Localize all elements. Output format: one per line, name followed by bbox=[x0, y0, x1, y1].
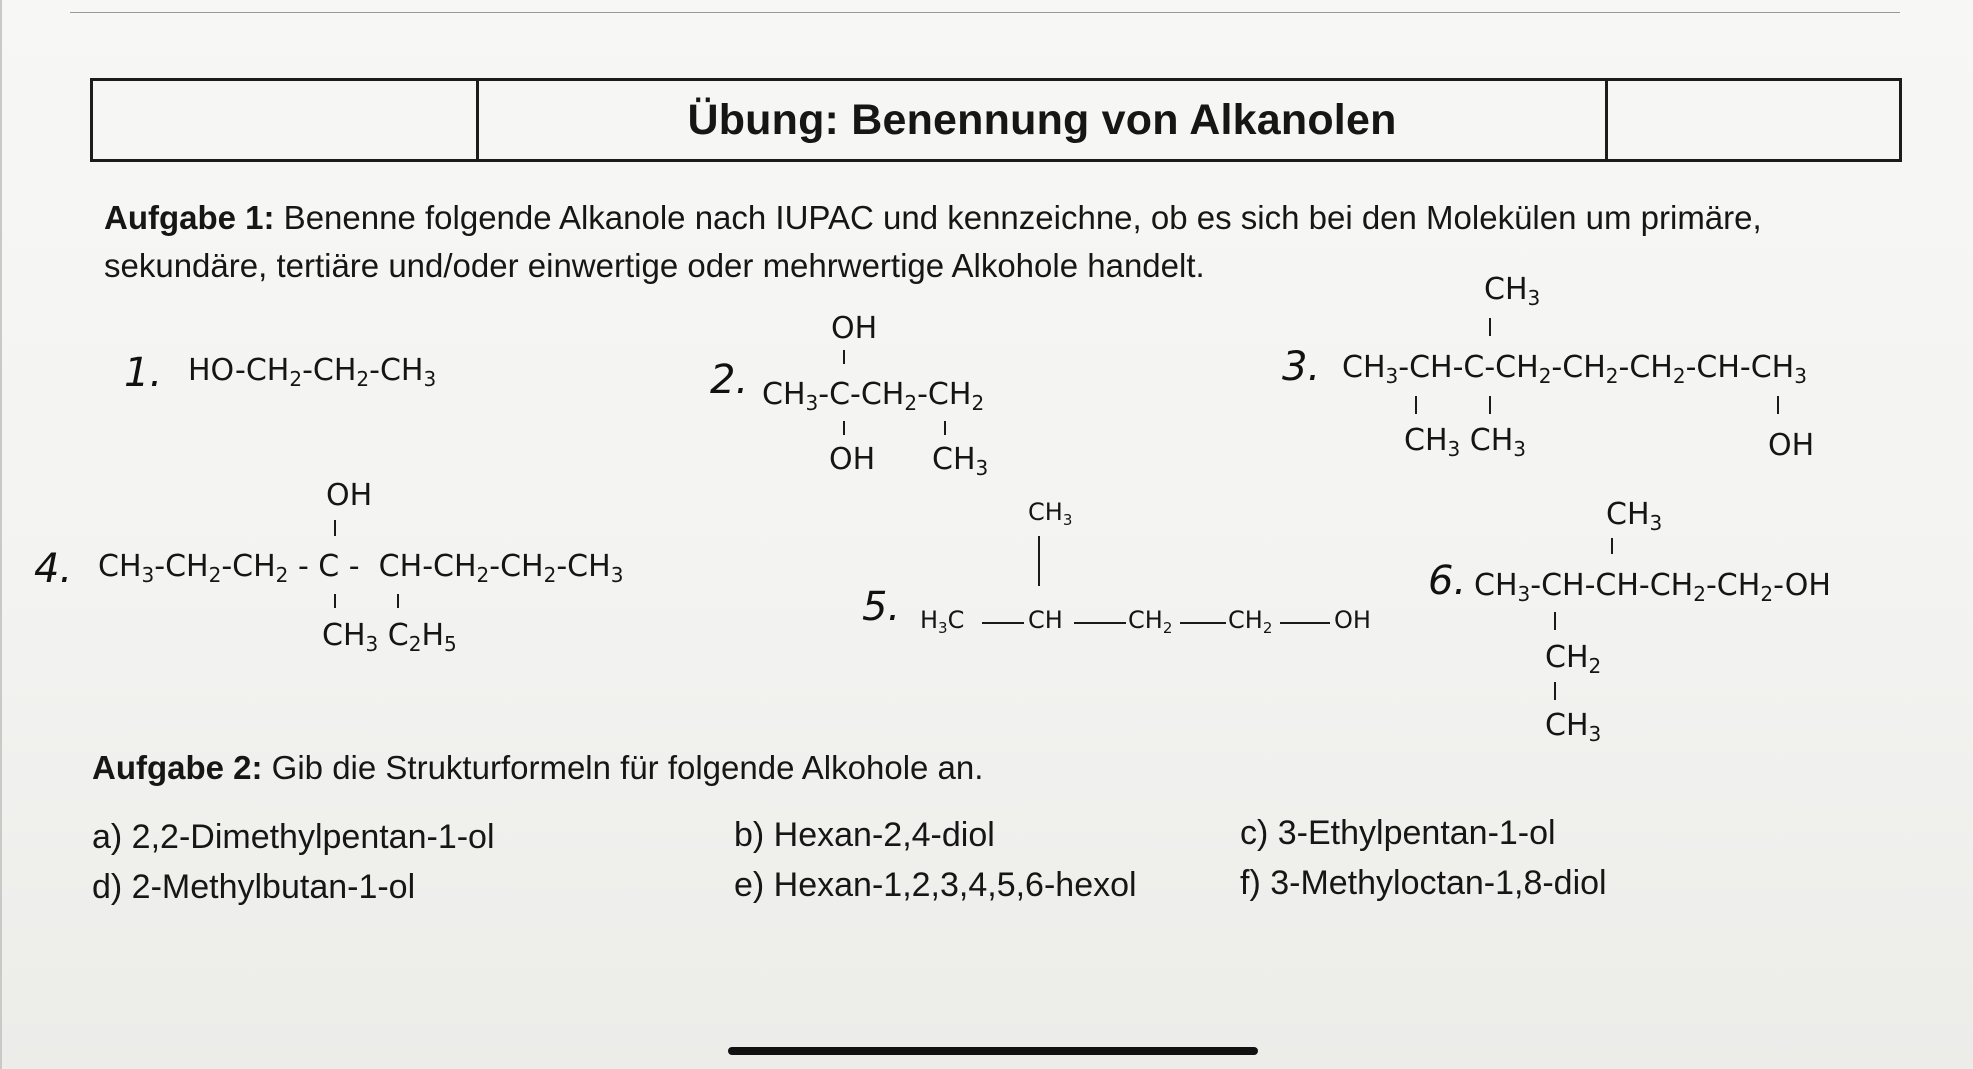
bond bbox=[843, 421, 845, 435]
page-edge bbox=[0, 0, 2, 1069]
header-table bbox=[90, 78, 1902, 162]
bond bbox=[397, 594, 399, 608]
molecule-5-carbon-4: $CH_2$ bbox=[1228, 606, 1273, 637]
bond bbox=[1554, 612, 1556, 630]
task-1-text: Benenne folgende Alkanole nach IUPAC und kennzeichne, ob es sich bei den Molekülen um primäre, sekundäre, tertiäre und/oder einwertige oder mehrwertige Alkohole handelt. bbox=[104, 199, 1762, 284]
bond bbox=[1180, 622, 1226, 624]
bond bbox=[1489, 396, 1491, 414]
task-2-text: Gib die Strukturformeln für folgende Alkohole an. bbox=[262, 749, 984, 786]
bond bbox=[1554, 682, 1556, 700]
bond bbox=[334, 594, 336, 608]
molecule-3-top-group: $CH_3$ bbox=[1484, 272, 1541, 310]
molecule-4-number: 4. bbox=[34, 546, 73, 592]
exercise-item-c: c) 3-Ethylpentan-1-ol bbox=[1240, 814, 1556, 852]
page-title: Übung: Benennung von Alkanolen bbox=[687, 95, 1397, 144]
exercise-item-b: b) Hexan-2,4-diol bbox=[734, 816, 995, 854]
molecule-3-number: 3. bbox=[1282, 344, 1321, 390]
molecule-6-formula: $CH_3-CH-CH-CH_2-CH_2-OH$ bbox=[1474, 568, 1831, 606]
molecule-3-bottom-left-groups: $CH_3$ $CH_3$ bbox=[1404, 423, 1527, 461]
bond bbox=[944, 421, 946, 435]
exercise-item-a: a) 2,2-Dimethylpentan-1-ol bbox=[92, 818, 495, 856]
home-indicator-bar[interactable] bbox=[728, 1047, 1258, 1055]
molecule-1-number: 1. bbox=[124, 350, 163, 396]
molecule-2-bottom-left-group: OH bbox=[829, 442, 876, 477]
molecule-5-carbon-3: $CH_2$ bbox=[1128, 606, 1173, 637]
molecule-2-number: 2. bbox=[710, 357, 749, 403]
molecule-1-formula: $HO-CH_2-CH_2-CH_3$ bbox=[188, 353, 437, 391]
molecule-4-formula: $CH_3-CH_2-CH_2$ - C - $CH-CH_2-CH_2-CH_3$ bbox=[98, 549, 624, 587]
molecule-5-top-group: $CH_3$ bbox=[1028, 498, 1073, 529]
exercise-item-d: d) 2-Methylbutan-1-ol bbox=[92, 868, 416, 906]
bond bbox=[1489, 318, 1491, 336]
bond bbox=[1280, 622, 1330, 624]
molecule-4-bottom-groups: $CH_3$ $C_2H_5$ bbox=[322, 618, 457, 656]
molecule-5-carbon-1: $H_3C$ bbox=[920, 606, 965, 637]
molecule-6-branch-ch3: $CH_3$ bbox=[1545, 708, 1602, 746]
task-2-label: Aufgabe 2: bbox=[92, 749, 263, 786]
bond bbox=[1415, 396, 1417, 414]
header-cell-left bbox=[93, 81, 479, 159]
task-2-instruction bbox=[92, 744, 983, 792]
bond bbox=[843, 350, 845, 364]
molecule-2-bottom-right-group: $CH_3$ bbox=[932, 442, 989, 480]
molecule-5-hydroxyl: OH bbox=[1334, 606, 1371, 634]
exercise-item-e: e) Hexan-1,2,3,4,5,6-hexol bbox=[734, 866, 1137, 904]
top-rule bbox=[70, 12, 1900, 13]
molecule-2-formula: $CH_3-C-CH_2-CH_2$ bbox=[762, 377, 985, 415]
molecule-2-top-group: OH bbox=[831, 311, 878, 346]
molecule-4-top-group: OH bbox=[326, 478, 373, 513]
bond bbox=[1611, 538, 1613, 554]
bond bbox=[334, 520, 336, 536]
bond bbox=[982, 622, 1024, 624]
task-1-instruction bbox=[104, 194, 1904, 290]
bond bbox=[1038, 536, 1040, 586]
molecule-6-number: 6. bbox=[1428, 558, 1467, 604]
header-cell-right bbox=[1605, 81, 1899, 159]
exercise-item-f: f) 3-Methyloctan-1,8-diol bbox=[1240, 864, 1607, 902]
molecule-6-branch-ch2: $CH_2$ bbox=[1545, 640, 1602, 678]
task-1-label: Aufgabe 1: bbox=[104, 199, 275, 236]
bond bbox=[1777, 396, 1779, 414]
molecule-5-number: 5. bbox=[862, 584, 901, 630]
molecule-6-top-group: $CH_3$ bbox=[1606, 497, 1663, 535]
bond bbox=[1074, 622, 1126, 624]
molecule-3-bottom-right-group: OH bbox=[1768, 428, 1815, 463]
molecule-5-carbon-2: CH bbox=[1028, 606, 1063, 634]
molecule-3-formula: $CH_3-CH-C-CH_2-CH_2-CH_2-CH-CH_3$ bbox=[1342, 350, 1807, 388]
